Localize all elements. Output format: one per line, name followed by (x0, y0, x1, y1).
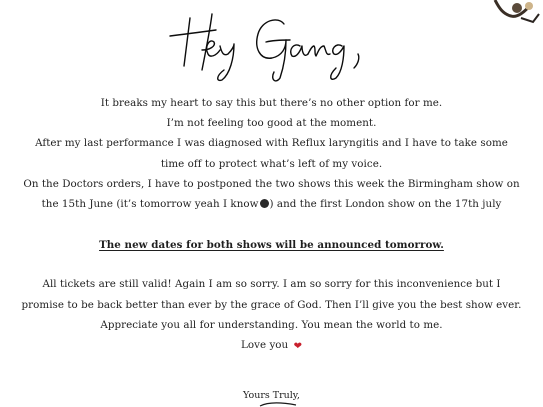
letter-line-2: I’m not feeling too good at the moment. (166, 117, 377, 130)
letter-line-6-start: the 15th June (it’s tomorrow yeah I know (41, 198, 259, 211)
letter-body (0, 93, 543, 356)
closing-line-3: Appreciate you all for understanding. You mean the world to me. (100, 318, 443, 331)
closing-line-2: promise to be back better than ever by the grace of God. Then I’ll give you the best show ever. (21, 298, 522, 311)
heart-icon: ❤ (293, 341, 303, 353)
letter-heading (0, 6, 543, 84)
signature-stroke (258, 401, 298, 407)
signoff: Yours Truly, (243, 390, 300, 401)
letter-line-3: After my last performance I was diagnosed with Reflux laryngitis and I have to take some (35, 137, 508, 150)
sad-face-emoji-icon (260, 199, 269, 208)
closing-line-1: All tickets are still valid! Again I am so sorry. I am so sorry for this inconvenience but I (42, 278, 501, 291)
letter-line-6-end: ) and the first London show on the 17th july (269, 198, 502, 211)
letter-line-1: It breaks my heart to say this but there’s no other option for me. (100, 97, 443, 109)
letter-line-4: time off to protect what’s left of my voice. (160, 157, 383, 170)
announcement-line: The new dates for both shows will be announced tomorrow. (99, 238, 444, 251)
love-text: Love you (240, 339, 289, 352)
letter-line-6 (0, 194, 543, 214)
letter-line-5: On the Doctors orders, I have to postponed the two shows this week the Birmingham show on (23, 177, 520, 190)
love-line (0, 335, 543, 356)
